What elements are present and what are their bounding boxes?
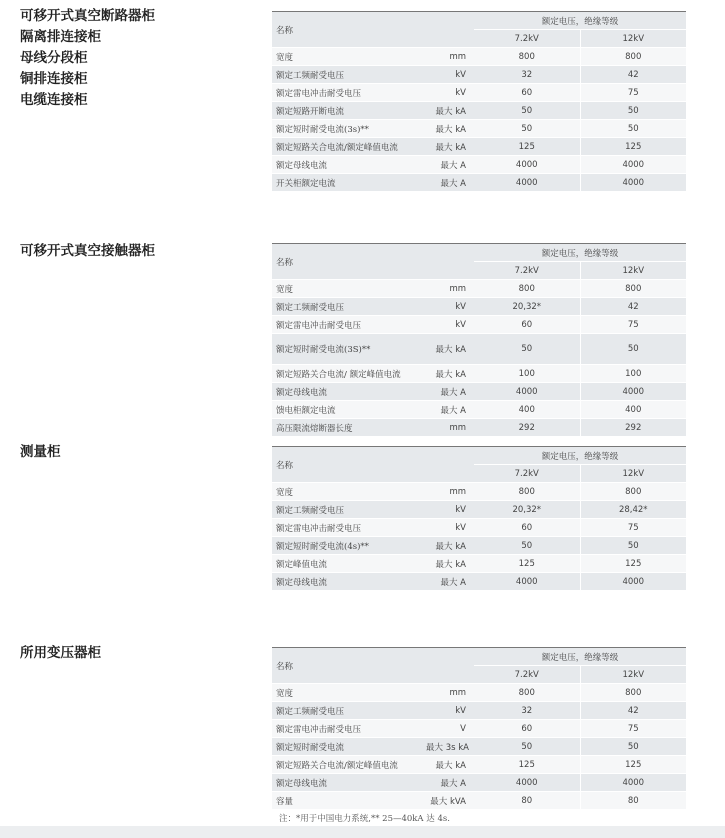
table-row (272, 774, 686, 792)
row-value-7kv: 32 (474, 702, 580, 720)
table-row (272, 419, 686, 437)
row-name: 额定工频耐受电压 (272, 702, 422, 720)
table-row (272, 138, 686, 156)
table-header-row (272, 648, 686, 666)
row-value-7kv: 400 (474, 401, 580, 419)
column-header-12kv: 12kV (580, 30, 686, 48)
row-unit: mm (422, 483, 474, 501)
row-value-7kv: 60 (474, 519, 580, 537)
table-row (272, 84, 686, 102)
row-unit: mm (422, 48, 474, 66)
row-value-7kv: 4000 (474, 573, 580, 591)
row-name: 宽度 (272, 48, 422, 66)
row-unit: kV (422, 298, 474, 316)
table-row (272, 792, 686, 810)
column-header-name: 名称 (272, 12, 474, 48)
row-name: 宽度 (272, 684, 422, 702)
table-row (272, 555, 686, 573)
row-value-7kv: 800 (474, 684, 580, 702)
row-name: 额定母线电流 (272, 573, 422, 591)
row-name: 额定短路关合电流/ 额定峰值电流 (272, 365, 422, 383)
row-value-12kv: 50 (580, 537, 686, 555)
row-value-12kv: 292 (580, 419, 686, 437)
row-value-12kv: 4000 (580, 174, 686, 192)
row-value-12kv: 75 (580, 519, 686, 537)
column-header-voltage-group: 额定电压，绝缘等级 (474, 12, 686, 30)
row-unit: kV (422, 316, 474, 334)
row-value-7kv: 100 (474, 365, 580, 383)
column-header-name: 名称 (272, 648, 474, 684)
row-name: 高压限流熔断器长度 (272, 419, 422, 437)
row-name: 额定短时耐受电流(4s)** (272, 537, 422, 555)
row-value-12kv: 125 (580, 555, 686, 573)
row-name: 容量 (272, 792, 422, 810)
table-row (272, 501, 686, 519)
table-row (272, 120, 686, 138)
table-row (272, 519, 686, 537)
row-unit: 最大 kA (422, 756, 474, 774)
row-value-12kv: 75 (580, 84, 686, 102)
row-value-7kv: 800 (474, 483, 580, 501)
row-name: 额定雷电冲击耐受电压 (272, 84, 422, 102)
row-unit: kV (422, 66, 474, 84)
column-header-name: 名称 (272, 244, 474, 280)
row-unit: 最大 kA (422, 102, 474, 120)
row-name: 额定峰值电流 (272, 555, 422, 573)
row-value-7kv: 50 (474, 120, 580, 138)
table-row (272, 483, 686, 501)
table-row (272, 156, 686, 174)
section-title-line: 隔离排连接柜 (20, 29, 101, 45)
row-unit: mm (422, 280, 474, 298)
row-unit: 最大 A (422, 383, 474, 401)
table-header-row (272, 244, 686, 262)
column-header-name: 名称 (272, 447, 474, 483)
table-row (272, 280, 686, 298)
row-unit: 最大 kA (422, 555, 474, 573)
row-value-12kv: 800 (580, 48, 686, 66)
column-header-7kv: 7.2kV (474, 262, 580, 280)
row-value-12kv: 4000 (580, 383, 686, 401)
column-header-12kv: 12kV (580, 465, 686, 483)
table-row (272, 316, 686, 334)
row-name: 额定工频耐受电压 (272, 66, 422, 84)
spec-table-metering (272, 446, 686, 591)
row-unit: kV (422, 702, 474, 720)
row-value-12kv: 800 (580, 684, 686, 702)
spec-table-transformer (272, 647, 686, 810)
column-header-voltage-group: 额定电压，绝缘等级 (474, 447, 686, 465)
row-value-7kv: 292 (474, 419, 580, 437)
row-unit: 最大 A (422, 174, 474, 192)
row-value-12kv: 4000 (580, 573, 686, 591)
table-row (272, 720, 686, 738)
section-title-line: 电缆连接柜 (20, 92, 88, 108)
column-header-7kv: 7.2kV (474, 465, 580, 483)
row-name: 宽度 (272, 483, 422, 501)
table-header-row (272, 447, 686, 465)
row-unit: 最大 A (422, 573, 474, 591)
row-value-12kv: 4000 (580, 774, 686, 792)
row-unit: 最大 A (422, 401, 474, 419)
page-bottom-bar (0, 826, 725, 838)
row-value-7kv: 50 (474, 537, 580, 555)
row-name: 额定短路关合电流/额定峰值电流 (272, 138, 422, 156)
row-value-7kv: 4000 (474, 156, 580, 174)
row-value-7kv: 125 (474, 756, 580, 774)
table-row (272, 365, 686, 383)
table-row (272, 334, 686, 365)
row-value-7kv: 60 (474, 720, 580, 738)
table-row (272, 401, 686, 419)
row-unit: 最大 kA (422, 138, 474, 156)
row-value-12kv: 125 (580, 756, 686, 774)
row-unit: 最大 kA (422, 120, 474, 138)
column-header-voltage-group: 额定电压，绝缘等级 (474, 648, 686, 666)
row-name: 额定母线电流 (272, 156, 422, 174)
row-value-12kv: 42 (580, 298, 686, 316)
row-unit: kV (422, 84, 474, 102)
row-value-7kv: 80 (474, 792, 580, 810)
section-title-contactor: 可移开式真空接触器柜 (20, 243, 155, 259)
row-value-7kv: 125 (474, 138, 580, 156)
row-unit: kV (422, 501, 474, 519)
row-value-12kv: 50 (580, 738, 686, 756)
column-header-7kv: 7.2kV (474, 30, 580, 48)
row-value-12kv: 75 (580, 316, 686, 334)
row-unit: 最大 kA (422, 537, 474, 555)
row-value-7kv: 50 (474, 334, 580, 365)
row-name: 宽度 (272, 280, 422, 298)
row-name: 额定短路开断电流 (272, 102, 422, 120)
table-row (272, 738, 686, 756)
row-name: 额定工频耐受电压 (272, 501, 422, 519)
table-row (272, 102, 686, 120)
row-unit: 最大 A (422, 156, 474, 174)
row-value-7kv: 4000 (474, 774, 580, 792)
row-value-7kv: 60 (474, 316, 580, 334)
row-value-12kv: 28,42* (580, 501, 686, 519)
row-value-12kv: 75 (580, 720, 686, 738)
row-value-7kv: 4000 (474, 174, 580, 192)
table-row (272, 684, 686, 702)
table-row (272, 383, 686, 401)
row-name: 额定工频耐受电压 (272, 298, 422, 316)
column-header-12kv: 12kV (580, 262, 686, 280)
row-value-12kv: 400 (580, 401, 686, 419)
section-title-line: 母线分段柜 (20, 50, 88, 66)
spec-table-switchgear (272, 11, 686, 192)
row-unit: 最大 kA (422, 334, 474, 365)
row-value-12kv: 800 (580, 280, 686, 298)
row-name: 额定短时耐受电流(3S)** (272, 334, 422, 365)
table-row (272, 66, 686, 84)
row-value-12kv: 125 (580, 138, 686, 156)
table-row (272, 573, 686, 591)
row-value-7kv: 50 (474, 102, 580, 120)
row-value-12kv: 50 (580, 102, 686, 120)
row-value-12kv: 100 (580, 365, 686, 383)
table-row (272, 702, 686, 720)
row-value-7kv: 125 (474, 555, 580, 573)
section-title-metering: 测量柜 (20, 444, 61, 460)
table-row (272, 48, 686, 66)
row-value-12kv: 50 (580, 334, 686, 365)
row-name: 开关柜额定电流 (272, 174, 422, 192)
row-name: 馈电柜额定电流 (272, 401, 422, 419)
row-value-12kv: 50 (580, 120, 686, 138)
row-unit: mm (422, 684, 474, 702)
row-value-12kv: 80 (580, 792, 686, 810)
section-title-line: 可移开式真空断路器柜 (20, 8, 155, 24)
row-value-7kv: 60 (474, 84, 580, 102)
row-name: 额定雷电冲击耐受电压 (272, 519, 422, 537)
row-value-7kv: 4000 (474, 383, 580, 401)
row-value-7kv: 20,32* (474, 298, 580, 316)
table-header-row (272, 12, 686, 30)
row-value-7kv: 50 (474, 738, 580, 756)
section-title-line: 铜排连接柜 (20, 71, 88, 87)
table-row (272, 298, 686, 316)
column-header-voltage-group: 额定电压，绝缘等级 (474, 244, 686, 262)
row-unit: 最大 kA (422, 365, 474, 383)
row-name: 额定母线电流 (272, 774, 422, 792)
row-unit: mm (422, 419, 474, 437)
row-value-7kv: 32 (474, 66, 580, 84)
table-row (272, 174, 686, 192)
row-unit: 最大 kVA (422, 792, 474, 810)
row-name: 额定雷电冲击耐受电压 (272, 720, 422, 738)
row-unit: 最大 A (422, 774, 474, 792)
row-name: 额定短时耐受电流(3s)** (272, 120, 422, 138)
section-title-switchgear (20, 6, 155, 111)
spec-table-contactor (272, 243, 686, 437)
row-value-12kv: 42 (580, 702, 686, 720)
row-name: 额定雷电冲击耐受电压 (272, 316, 422, 334)
table-row (272, 537, 686, 555)
row-value-12kv: 4000 (580, 156, 686, 174)
row-unit: 最大 3s kA (422, 738, 474, 756)
row-name: 额定母线电流 (272, 383, 422, 401)
row-value-7kv: 20,32* (474, 501, 580, 519)
table-row (272, 756, 686, 774)
row-value-7kv: 800 (474, 280, 580, 298)
column-header-12kv: 12kV (580, 666, 686, 684)
footnote: 注：*用于中国电力系统,** 25—40kA 达 4s. (279, 814, 450, 824)
row-unit: V (422, 720, 474, 738)
column-header-7kv: 7.2kV (474, 666, 580, 684)
row-value-12kv: 800 (580, 483, 686, 501)
row-name: 额定短路关合电流/额定峰值电流 (272, 756, 422, 774)
row-unit: kV (422, 519, 474, 537)
row-value-7kv: 800 (474, 48, 580, 66)
section-title-transformer: 所用变压器柜 (20, 645, 101, 661)
row-name: 额定短时耐受电流 (272, 738, 422, 756)
row-value-12kv: 42 (580, 66, 686, 84)
